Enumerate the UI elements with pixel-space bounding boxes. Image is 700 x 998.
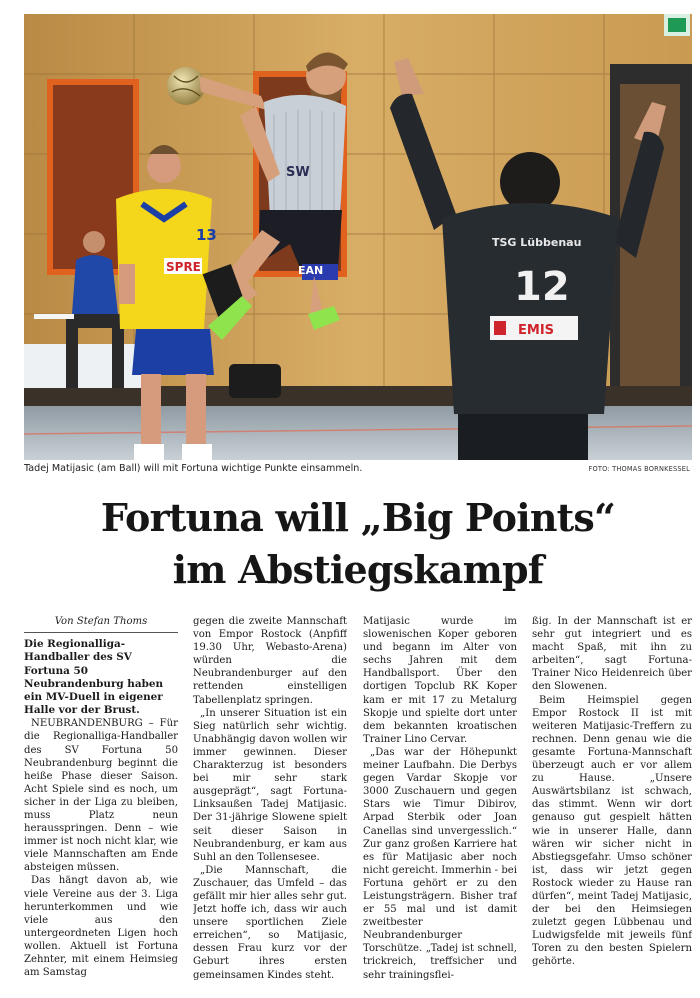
article-column-4 (532, 615, 692, 995)
article-headline (20, 492, 696, 596)
handball-ball (167, 67, 205, 105)
paragraph: „Die Mannschaft, die Zuschauer, das Umfeld – das gefällt mir hier alles sehr gut. Jetzt hoffe ich, dass wir auch unsere sportlichen Ziele erreichen“, so Matijasic, dessen Frau kurz vor der Geburt ihres ersten gemeinsamen Kindes steht. (193, 864, 347, 981)
defender-number-text: 12 (514, 264, 570, 310)
headline-line-1: Fortuna will „Big Points“ (100, 495, 616, 540)
paragraph: „In unserer Situation ist ein Sieg natürlich sehr wichtig. Unabhängig davon wollen wir immer gewinnen. Dieser Charakterzug ist besonders bei mir sehr stark ausgeprägt“, sagt Fortuna-Linksaußen Tadej Matijasic. Der 31-jährige Slowene spielt seit dieser Saison in Neubrandenburg, er kam aus Suhl an den Tollensesee. (193, 707, 347, 863)
paragraph: gegen die zweite Mannschaft von Empor Rostock (Anpfiff 19.30 Uhr, Webasto-Arena) würden die Neubrandenburger auf den rettenden einstelligen Tabellenplatz springen. (193, 616, 347, 706)
article-lead: Die Regionalliga-Handballer des SV Fortuna 50 Neubrandenburg haben ein MV-Duell in eigener Halle vor der Brust. (24, 638, 164, 717)
paragraph: ßig. In der Mannschaft ist er sehr gut integriert und es macht Spaß, mit ihn zu arbeiten“, sagt Fortuna-Trainer Nico Heidenreich über den Slowenen. (532, 616, 692, 693)
paragraph: Matijasic wurde im slowenischen Koper geboren und begann im Alter von sechs Jahren mit dem Handballsport. Über den dortigen Topclub RK Koper kam er mit 17 zu Metalurg Skopje und spielte dort unter dem bekannten kroatischen Trainer Lino Cervar. (363, 616, 517, 745)
handball-scene-illustration (24, 14, 692, 460)
white-shorts-text: EAN (298, 264, 324, 277)
yellow-sponsor-text: SPRE (166, 260, 201, 274)
photo-credit: FOTO: THOMAS BORNKESSEL (588, 465, 690, 473)
headline-line-2: im Abstiegskampf (172, 547, 544, 592)
paragraph: „Das war der Höhepunkt meiner Laufbahn. Die Derbys gegen Vardar Skopje vor 3000 Zuschauern und gegen Stars wie Timur Dibirov, Arpad Sterbik oder Joan Canellas sind unvergesslich.“ Zur ganz großen Karriere hat es für Matijasic aber noch nicht gereicht. Immerhin - bei Fortuna gehört er zu den Leistungsträgern. Bisher traf er 55 mal und ist damit zweitbester Neubrandenburger Torschütze. „Tadej ist schnell, trickreich, treffsicher und sehr trainingsflei- (363, 746, 517, 981)
photo-caption-row (24, 463, 692, 477)
white-chest-text: SW (286, 165, 310, 180)
article-column-2 (193, 615, 347, 995)
defender-sponsor-text: EMIS (518, 323, 555, 338)
yellow-number-text: 13 (196, 226, 217, 244)
byline: Von Stefan Thoms (24, 615, 178, 633)
paragraph: Das hängt davon ab, wie viele Vereine aus der 3. Liga herunterkommen und wie viele aus den untergeordneten Ligen hoch wollen. Aktuell ist Fortuna Zehnter, mit einem Heimsieg am Samstag (24, 875, 178, 979)
defender-team-text: TSG Lübbenau (492, 236, 582, 249)
paragraph: NEUBRANDENBURG – Für die Regionalliga-Handballer des SV Fortuna 50 Neubrandenburg beginnt die heiße Phase dieser Saison. Acht Spiele sind es noch, um sicher in der Liga zu bleiben, muss Platz neun herausspringen. Denn – wie immer ist noch nicht klar, wie viele Mannschaften am Ende absteigen müssen. (24, 718, 178, 874)
paragraph: Beim Heimspiel gegen Empor Rostock II ist mit weiteren Matijasic-Treffern zu rechnen. Denn genau wie die gesamte Fortuna-Mannschaft überzeugt auch er vor allem zu Hause. „Unsere Auswärtsbilanz ist schwach, das stimmt. Wenn wir dort genauso gut gespielt hätten wie in unserer Halle, dann wären wir sicher nicht in Abstiegsgefahr. Umso schöner ist, dass wir jetzt gegen Rostock wieder zu Hause ran dürfen“, meint Tadej Matijasic, der bei den Heimsiegen zuletzt gegen Lübbenau und Ludwigsfelde mit jeweils fünf Toren zu den besten Spielern gehörte. (532, 694, 692, 968)
article-column-3 (363, 615, 517, 995)
article-column-1 (24, 615, 178, 995)
photo-caption: Tadej Matijasic (am Ball) will mit Fortuna wichtige Punkte einsammeln. (24, 463, 363, 474)
article-photo (24, 14, 692, 460)
